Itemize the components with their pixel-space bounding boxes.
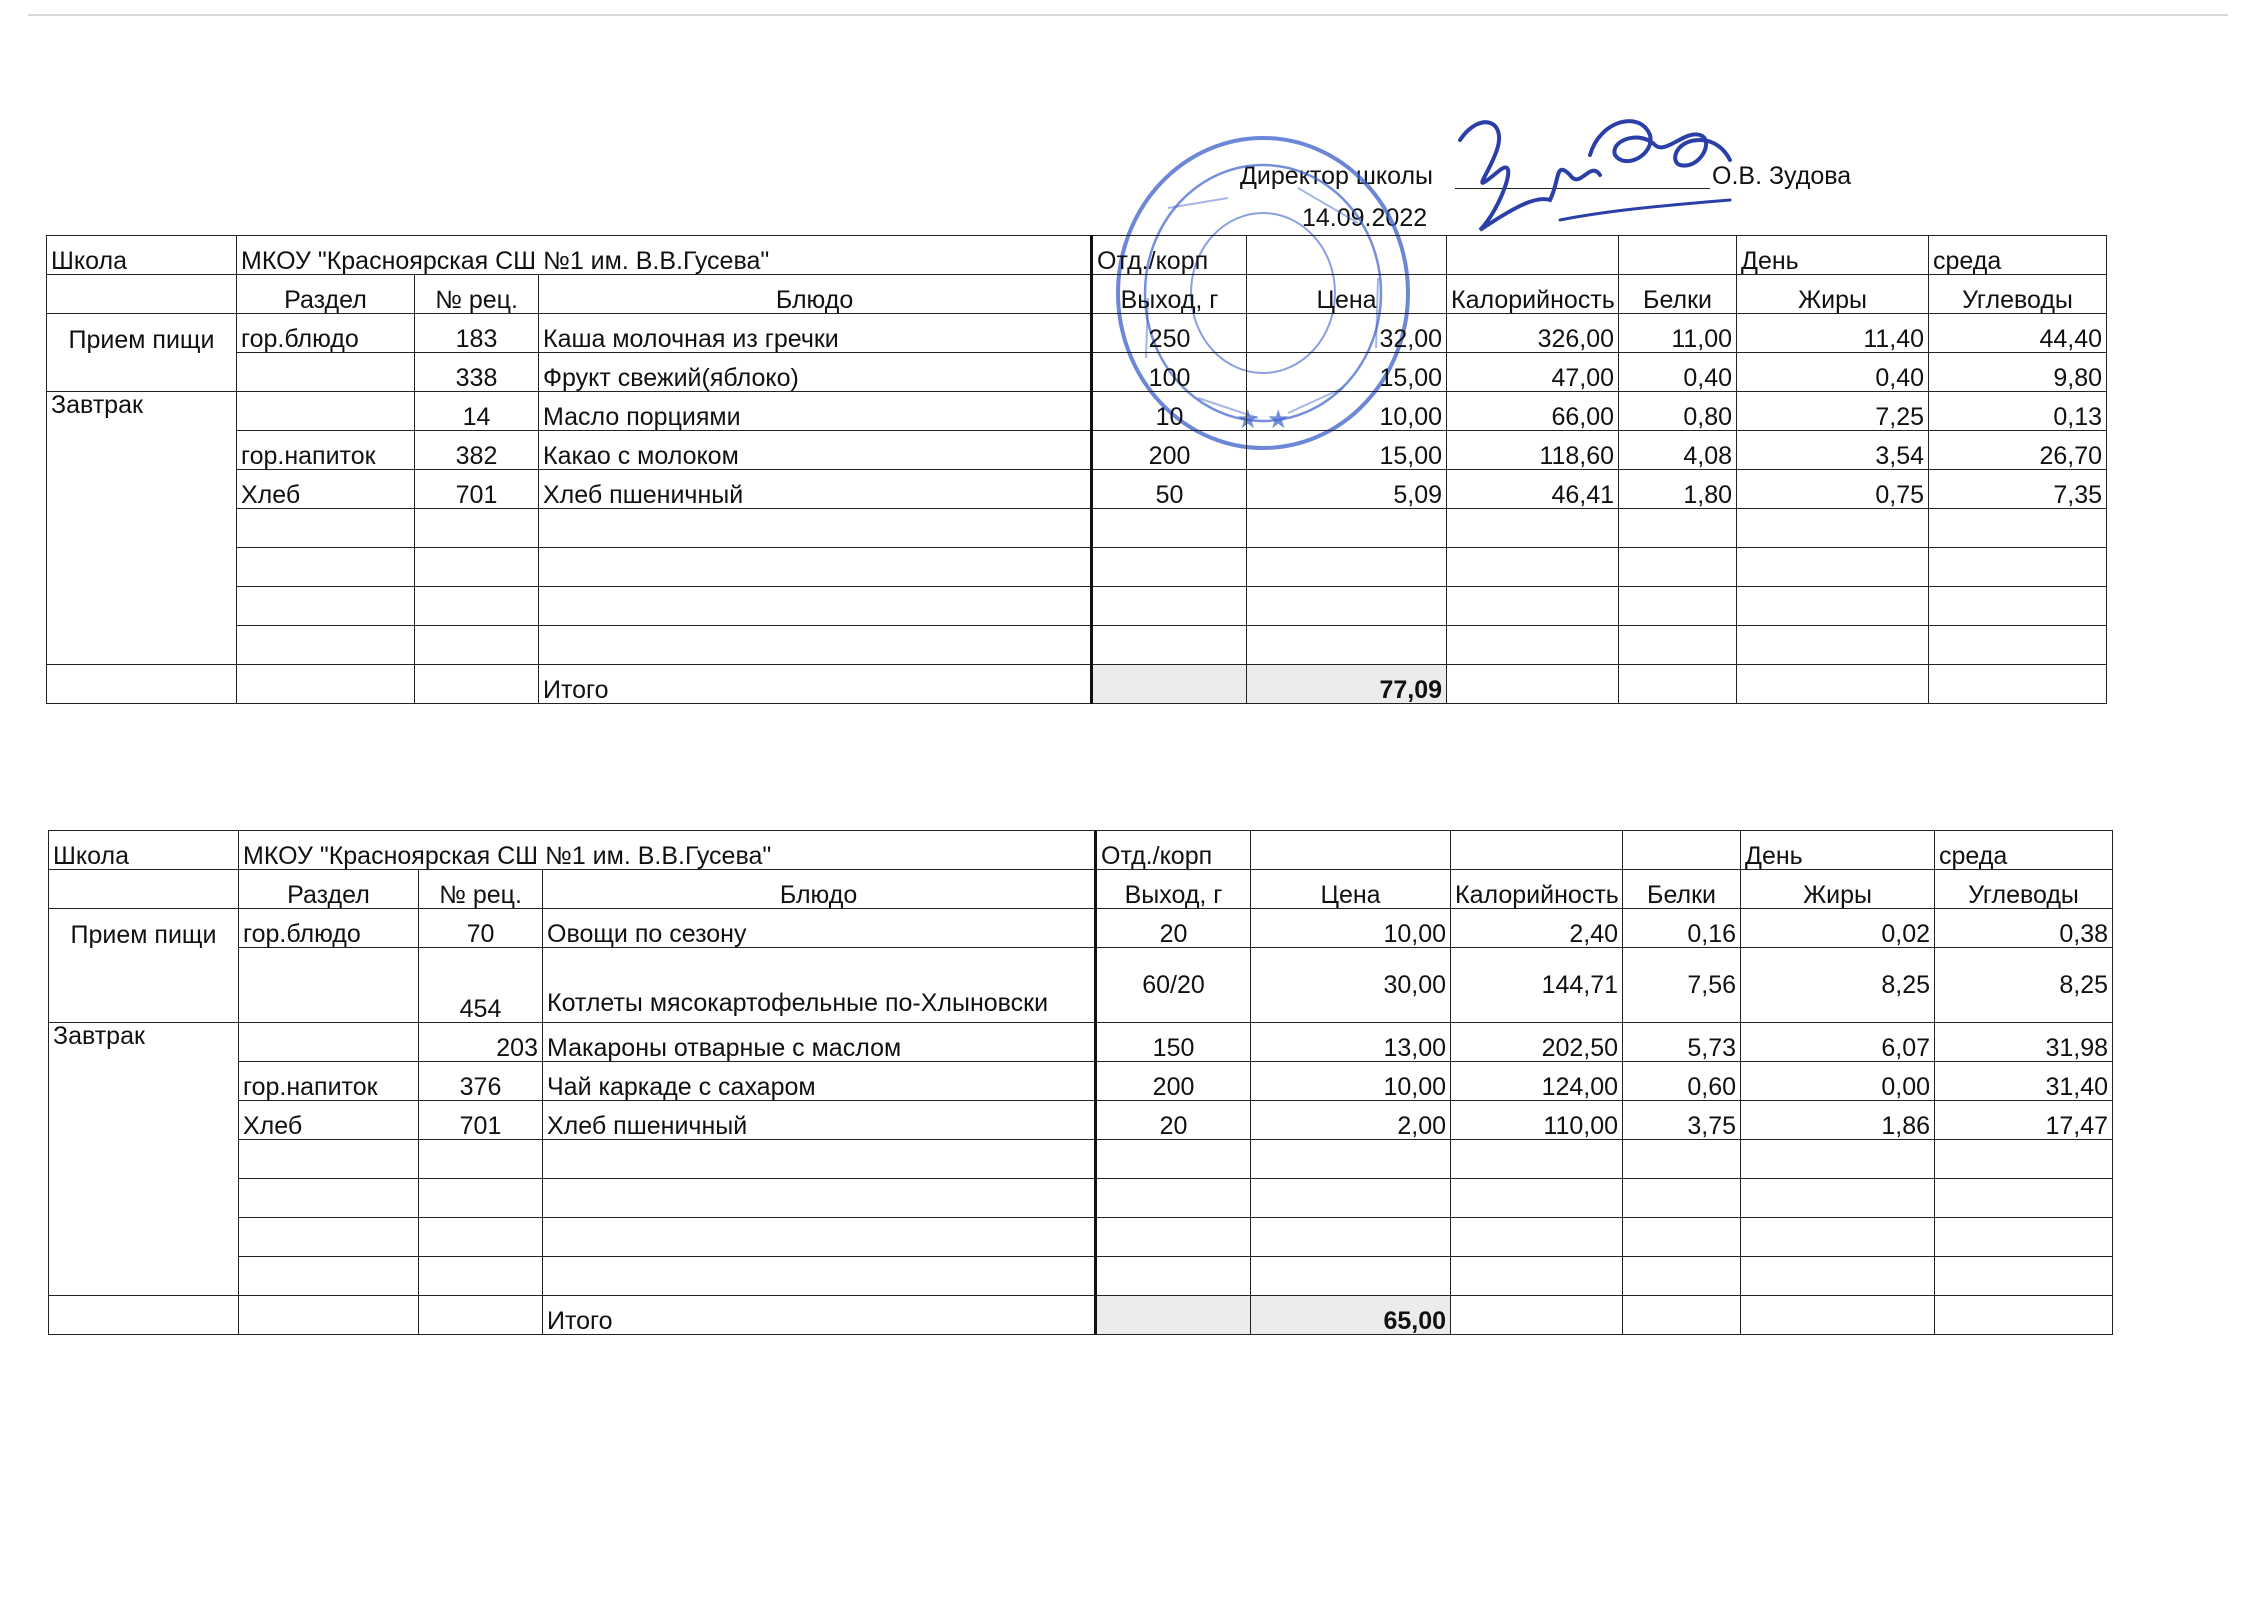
total-row [49,1296,2113,1335]
table-row [47,470,2107,509]
col-section: Раздел [239,870,419,909]
menu-header-row [49,831,2113,870]
row-price: 13,00 [1251,1023,1451,1062]
col-kcal: Калорийность [1447,275,1619,314]
row-section [239,1023,419,1062]
row-dish: Хлеб пшеничный [539,470,1092,509]
row-dish: Масло порциями [539,392,1092,431]
col-dish: Блюдо [543,870,1096,909]
row-recipe: 454 [419,948,543,1023]
row-section: гор.блюдо [239,909,419,948]
col-recipe: № рец. [415,275,539,314]
column-header-row [49,870,2113,909]
row-price: 10,00 [1251,909,1451,948]
row-price: 10,00 [1251,1062,1451,1101]
row-carbs: 17,47 [1935,1101,2113,1140]
row-fat: 0,00 [1741,1062,1935,1101]
table-row [49,948,2113,1023]
dept-label: Отд./корп [1092,236,1247,275]
row-carbs: 0,38 [1935,909,2113,948]
row-output: 20 [1096,909,1251,948]
row-price: 30,00 [1251,948,1451,1023]
row-kcal: 202,50 [1451,1023,1623,1062]
col-section: Раздел [237,275,415,314]
row-carbs: 8,25 [1935,948,2113,1023]
row-section: гор.напиток [237,431,415,470]
empty-row [47,587,2107,626]
col-protein: Белки [1619,275,1737,314]
row-price: 10,00 [1247,392,1447,431]
approval-date: 14.09.2022 [1302,204,1428,232]
row-fat: 1,86 [1741,1101,1935,1140]
header-blank-1 [1447,236,1619,275]
row-kcal: 2,40 [1451,909,1623,948]
row-dish: Овощи по сезону [543,909,1096,948]
approval-role: Директор школы [1240,162,1434,190]
col-price: Цена [1251,870,1451,909]
day-value: среда [1929,236,2107,275]
row-output: 150 [1096,1023,1251,1062]
row-protein: 0,16 [1623,909,1741,948]
row-recipe: 14 [415,392,539,431]
row-recipe: 183 [415,314,539,353]
row-price: 15,00 [1247,353,1447,392]
day-label: День [1737,236,1929,275]
row-recipe: 338 [415,353,539,392]
row-recipe: 203 [419,1023,543,1062]
col-recipe: № рец. [419,870,543,909]
row-section: гор.блюдо [237,314,415,353]
row-kcal: 110,00 [1451,1101,1623,1140]
header-blank-1 [1451,831,1623,870]
empty-row [49,1179,2113,1218]
row-fat: 0,40 [1737,353,1929,392]
menu-table-1 [46,235,2107,704]
row-section: Хлеб [237,470,415,509]
row-kcal: 66,00 [1447,392,1619,431]
row-carbs: 31,40 [1935,1062,2113,1101]
row-protein: 0,80 [1619,392,1737,431]
menu-header-row [47,236,2107,275]
row-recipe: 701 [415,470,539,509]
row-fat: 8,25 [1741,948,1935,1023]
row-carbs: 9,80 [1929,353,2107,392]
col-carbs: Углеводы [1929,275,2107,314]
row-carbs: 26,70 [1929,431,2107,470]
col-kcal: Калорийность [1451,870,1623,909]
header-blank-2 [1623,831,1741,870]
row-recipe: 382 [415,431,539,470]
row-dish: Каша молочная из гречки [539,314,1092,353]
row-section [237,353,415,392]
row-carbs: 7,35 [1929,470,2107,509]
row-recipe: 701 [419,1101,543,1140]
row-section [239,948,419,1023]
row-protein: 1,80 [1619,470,1737,509]
meal-label-top: Прием пищи [49,909,239,948]
col-output: Выход, г [1092,275,1247,314]
column-header-row [47,275,2107,314]
row-output: 10 [1092,392,1247,431]
meal-label-top: Прием пищи [47,314,237,353]
col-fat: Жиры [1737,275,1929,314]
row-recipe: 376 [419,1062,543,1101]
table-row [49,909,2113,948]
row-protein: 4,08 [1619,431,1737,470]
col-carbs: Углеводы [1935,870,2113,909]
empty-row [49,1257,2113,1296]
header-blank-2 [1619,236,1737,275]
row-kcal: 124,00 [1451,1062,1623,1101]
col-blank [47,275,237,314]
row-carbs: 31,98 [1935,1023,2113,1062]
row-fat: 6,07 [1741,1023,1935,1062]
row-kcal: 144,71 [1451,948,1623,1023]
row-dish: Фрукт свежий(яблоко) [539,353,1092,392]
meal-cell-gap [49,948,239,1023]
row-fat: 11,40 [1737,314,1929,353]
total-price: 77,09 [1247,665,1447,704]
school-label: Школа [47,236,237,275]
row-dish: Хлеб пшеничный [543,1101,1096,1140]
row-dish: Чай каркаде с сахаром [543,1062,1096,1101]
table-row [49,1101,2113,1140]
empty-row [47,548,2107,587]
empty-row [47,509,2107,548]
row-output: 20 [1096,1101,1251,1140]
row-dish: Какао с молоком [539,431,1092,470]
school-label: Школа [49,831,239,870]
menu-table-2 [48,830,2113,1335]
approval-block [1240,160,1880,240]
row-protein: 0,40 [1619,353,1737,392]
row-output: 200 [1092,431,1247,470]
row-section [237,392,415,431]
row-output: 60/20 [1096,948,1251,1023]
meal-label: Завтрак [49,1023,239,1296]
page-top-rule [28,14,2228,16]
row-price: 32,00 [1247,314,1447,353]
meal-label: Завтрак [47,392,237,665]
table-row [49,1062,2113,1101]
row-protein: 3,75 [1623,1101,1741,1140]
row-kcal: 326,00 [1447,314,1619,353]
row-output: 250 [1092,314,1247,353]
approval-name: О.В. Зудова [1712,162,1852,190]
row-output: 50 [1092,470,1247,509]
row-output: 200 [1096,1062,1251,1101]
row-kcal: 47,00 [1447,353,1619,392]
school-name: МКОУ "Красноярская СШ №1 им. В.В.Гусева" [239,831,1096,870]
col-fat: Жиры [1741,870,1935,909]
table-row [47,392,2107,431]
empty-row [47,626,2107,665]
row-price: 5,09 [1247,470,1447,509]
day-label: День [1741,831,1935,870]
row-protein: 5,73 [1623,1023,1741,1062]
row-protein: 7,56 [1623,948,1741,1023]
col-dish: Блюдо [539,275,1092,314]
row-protein: 0,60 [1623,1062,1741,1101]
empty-row [49,1140,2113,1179]
row-carbs: 0,13 [1929,392,2107,431]
row-kcal: 118,60 [1447,431,1619,470]
meal-cell-gap [47,353,237,392]
total-label: Итого [539,665,1092,704]
row-fat: 0,75 [1737,470,1929,509]
total-price: 65,00 [1251,1296,1451,1335]
row-fat: 3,54 [1737,431,1929,470]
row-output: 100 [1092,353,1247,392]
row-price: 2,00 [1251,1101,1451,1140]
total-label: Итого [543,1296,1096,1335]
school-name: МКОУ "Красноярская СШ №1 им. В.В.Гусева" [237,236,1092,275]
dept-value [1247,236,1447,275]
signature-line [1455,188,1710,189]
row-fat: 7,25 [1737,392,1929,431]
row-price: 15,00 [1247,431,1447,470]
col-output: Выход, г [1096,870,1251,909]
dept-label: Отд./корп [1096,831,1251,870]
row-dish: Котлеты мясокартофельные по-Хлыновски [543,948,1096,1023]
table-row [47,431,2107,470]
row-recipe: 70 [419,909,543,948]
empty-row [49,1218,2113,1257]
svg-text:★ ★: ★ ★ [1236,404,1290,434]
row-section: Хлеб [239,1101,419,1140]
total-row [47,665,2107,704]
table-row [47,353,2107,392]
table-row [49,1023,2113,1062]
row-kcal: 46,41 [1447,470,1619,509]
row-fat: 0,02 [1741,909,1935,948]
col-price: Цена [1247,275,1447,314]
dept-value [1251,831,1451,870]
row-section: гор.напиток [239,1062,419,1101]
col-blank [49,870,239,909]
day-value: среда [1935,831,2113,870]
table-row [47,314,2107,353]
col-protein: Белки [1623,870,1741,909]
row-dish: Макароны отварные с маслом [543,1023,1096,1062]
row-protein: 11,00 [1619,314,1737,353]
row-carbs: 44,40 [1929,314,2107,353]
